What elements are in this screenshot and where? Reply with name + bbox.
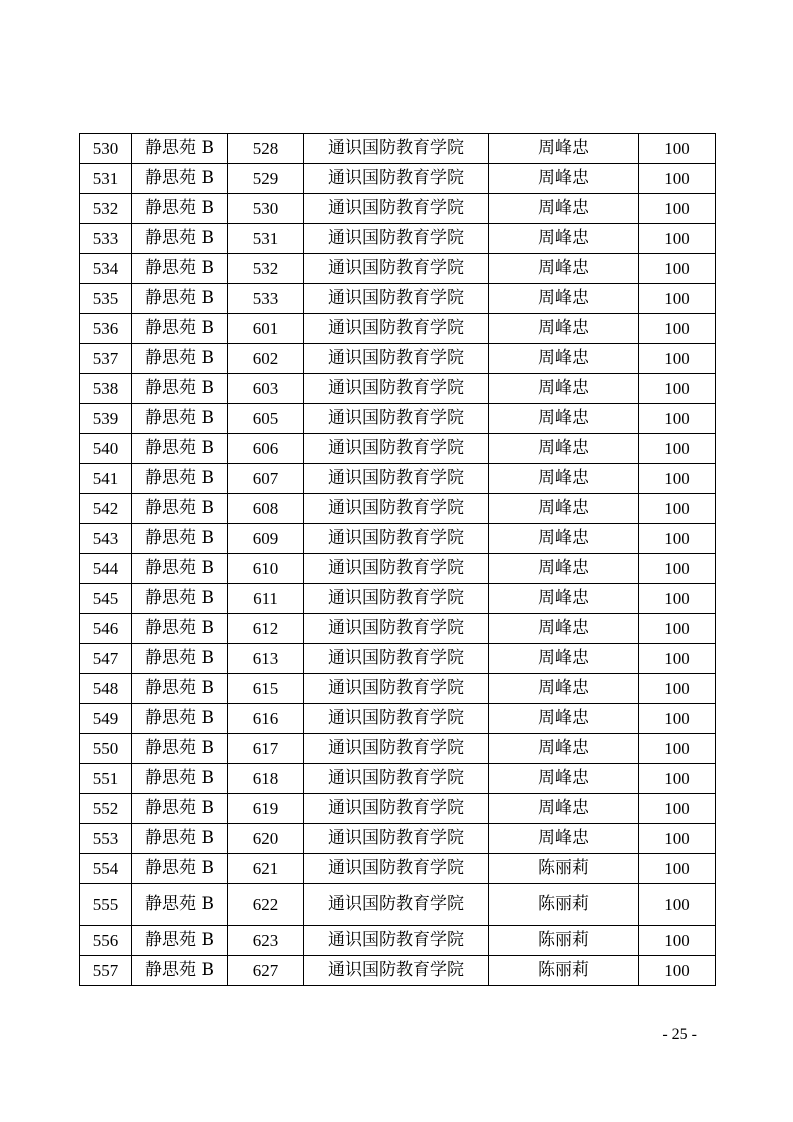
- room-number-cell: 532: [228, 254, 304, 284]
- counselor-cell: 周峰忠: [489, 224, 639, 254]
- table-row: [80, 314, 716, 344]
- building-cell: 静思苑 B: [132, 854, 228, 884]
- score-cell: 100: [639, 884, 716, 926]
- college-cell: 通识国防教育学院: [304, 674, 489, 704]
- counselor-cell: 周峰忠: [489, 374, 639, 404]
- score-cell: 100: [639, 344, 716, 374]
- score-cell: 100: [639, 374, 716, 404]
- counselor-cell: 周峰忠: [489, 644, 639, 674]
- table-row: [80, 734, 716, 764]
- table-row: [80, 464, 716, 494]
- room-number-cell: 607: [228, 464, 304, 494]
- table-row: [80, 956, 716, 986]
- score-cell: 100: [639, 404, 716, 434]
- building-cell: 静思苑 B: [132, 584, 228, 614]
- counselor-cell: 周峰忠: [489, 764, 639, 794]
- room-number-cell: 623: [228, 926, 304, 956]
- table-row: [80, 254, 716, 284]
- college-cell: 通识国防教育学院: [304, 926, 489, 956]
- table-row: [80, 284, 716, 314]
- counselor-cell: 陈丽莉: [489, 884, 639, 926]
- table-row: [80, 344, 716, 374]
- roster-table-body: [80, 134, 716, 986]
- score-cell: 100: [639, 956, 716, 986]
- counselor-cell: 周峰忠: [489, 494, 639, 524]
- counselor-cell: 周峰忠: [489, 344, 639, 374]
- college-cell: 通识国防教育学院: [304, 764, 489, 794]
- counselor-cell: 周峰忠: [489, 284, 639, 314]
- room-number-cell: 533: [228, 284, 304, 314]
- score-cell: 100: [639, 254, 716, 284]
- score-cell: 100: [639, 134, 716, 164]
- table-row: [80, 404, 716, 434]
- score-cell: 100: [639, 524, 716, 554]
- room-number-cell: 602: [228, 344, 304, 374]
- row-index-cell: 557: [80, 956, 132, 986]
- building-cell: 静思苑 B: [132, 674, 228, 704]
- table-row: [80, 494, 716, 524]
- room-number-cell: 609: [228, 524, 304, 554]
- score-cell: 100: [639, 164, 716, 194]
- table-row: [80, 554, 716, 584]
- row-index-cell: 533: [80, 224, 132, 254]
- building-cell: 静思苑 B: [132, 344, 228, 374]
- college-cell: 通识国防教育学院: [304, 614, 489, 644]
- score-cell: 100: [639, 704, 716, 734]
- counselor-cell: 周峰忠: [489, 584, 639, 614]
- counselor-cell: 周峰忠: [489, 524, 639, 554]
- row-index-cell: 544: [80, 554, 132, 584]
- row-index-cell: 555: [80, 884, 132, 926]
- room-number-cell: 613: [228, 644, 304, 674]
- score-cell: 100: [639, 794, 716, 824]
- building-cell: 静思苑 B: [132, 956, 228, 986]
- score-cell: 100: [639, 284, 716, 314]
- row-index-cell: 536: [80, 314, 132, 344]
- score-cell: 100: [639, 584, 716, 614]
- building-cell: 静思苑 B: [132, 134, 228, 164]
- page-number: - 25 -: [662, 1026, 697, 1043]
- counselor-cell: 周峰忠: [489, 134, 639, 164]
- counselor-cell: 周峰忠: [489, 824, 639, 854]
- building-cell: 静思苑 B: [132, 254, 228, 284]
- score-cell: 100: [639, 314, 716, 344]
- building-cell: 静思苑 B: [132, 734, 228, 764]
- counselor-cell: 陈丽莉: [489, 854, 639, 884]
- college-cell: 通识国防教育学院: [304, 434, 489, 464]
- score-cell: 100: [639, 554, 716, 584]
- table-row: [80, 524, 716, 554]
- college-cell: 通识国防教育学院: [304, 344, 489, 374]
- counselor-cell: 周峰忠: [489, 794, 639, 824]
- table-row: [80, 884, 716, 926]
- room-number-cell: 530: [228, 194, 304, 224]
- college-cell: 通识国防教育学院: [304, 404, 489, 434]
- room-number-cell: 606: [228, 434, 304, 464]
- room-number-cell: 622: [228, 884, 304, 926]
- college-cell: 通识国防教育学院: [304, 464, 489, 494]
- table-row: [80, 614, 716, 644]
- counselor-cell: 周峰忠: [489, 194, 639, 224]
- counselor-cell: 周峰忠: [489, 554, 639, 584]
- building-cell: 静思苑 B: [132, 524, 228, 554]
- row-index-cell: 542: [80, 494, 132, 524]
- college-cell: 通识国防教育学院: [304, 584, 489, 614]
- table-row: [80, 434, 716, 464]
- roster-table: [79, 133, 716, 986]
- counselor-cell: 周峰忠: [489, 464, 639, 494]
- counselor-cell: 周峰忠: [489, 614, 639, 644]
- room-number-cell: 612: [228, 614, 304, 644]
- row-index-cell: 541: [80, 464, 132, 494]
- score-cell: 100: [639, 734, 716, 764]
- building-cell: 静思苑 B: [132, 614, 228, 644]
- room-number-cell: 618: [228, 764, 304, 794]
- score-cell: 100: [639, 644, 716, 674]
- building-cell: 静思苑 B: [132, 764, 228, 794]
- counselor-cell: 周峰忠: [489, 434, 639, 464]
- score-cell: 100: [639, 494, 716, 524]
- row-index-cell: 549: [80, 704, 132, 734]
- score-cell: 100: [639, 464, 716, 494]
- college-cell: 通识国防教育学院: [304, 374, 489, 404]
- college-cell: 通识国防教育学院: [304, 494, 489, 524]
- building-cell: 静思苑 B: [132, 284, 228, 314]
- room-number-cell: 627: [228, 956, 304, 986]
- building-cell: 静思苑 B: [132, 494, 228, 524]
- row-index-cell: 556: [80, 926, 132, 956]
- row-index-cell: 530: [80, 134, 132, 164]
- counselor-cell: 周峰忠: [489, 734, 639, 764]
- college-cell: 通识国防教育学院: [304, 854, 489, 884]
- college-cell: 通识国防教育学院: [304, 956, 489, 986]
- college-cell: 通识国防教育学院: [304, 314, 489, 344]
- row-index-cell: 547: [80, 644, 132, 674]
- building-cell: 静思苑 B: [132, 164, 228, 194]
- room-number-cell: 601: [228, 314, 304, 344]
- college-cell: 通识国防教育学院: [304, 884, 489, 926]
- counselor-cell: 周峰忠: [489, 404, 639, 434]
- score-cell: 100: [639, 854, 716, 884]
- college-cell: 通识国防教育学院: [304, 284, 489, 314]
- college-cell: 通识国防教育学院: [304, 254, 489, 284]
- college-cell: 通识国防教育学院: [304, 704, 489, 734]
- score-cell: 100: [639, 224, 716, 254]
- building-cell: 静思苑 B: [132, 314, 228, 344]
- score-cell: 100: [639, 824, 716, 854]
- table-row: [80, 224, 716, 254]
- room-number-cell: 603: [228, 374, 304, 404]
- row-index-cell: 539: [80, 404, 132, 434]
- room-number-cell: 617: [228, 734, 304, 764]
- college-cell: 通识国防教育学院: [304, 794, 489, 824]
- college-cell: 通识国防教育学院: [304, 134, 489, 164]
- building-cell: 静思苑 B: [132, 644, 228, 674]
- room-number-cell: 611: [228, 584, 304, 614]
- building-cell: 静思苑 B: [132, 704, 228, 734]
- room-number-cell: 619: [228, 794, 304, 824]
- row-index-cell: 545: [80, 584, 132, 614]
- row-index-cell: 551: [80, 764, 132, 794]
- row-index-cell: 532: [80, 194, 132, 224]
- room-number-cell: 605: [228, 404, 304, 434]
- building-cell: 静思苑 B: [132, 464, 228, 494]
- college-cell: 通识国防教育学院: [304, 734, 489, 764]
- building-cell: 静思苑 B: [132, 224, 228, 254]
- row-index-cell: 535: [80, 284, 132, 314]
- row-index-cell: 538: [80, 374, 132, 404]
- row-index-cell: 554: [80, 854, 132, 884]
- building-cell: 静思苑 B: [132, 374, 228, 404]
- college-cell: 通识国防教育学院: [304, 164, 489, 194]
- room-number-cell: 620: [228, 824, 304, 854]
- score-cell: 100: [639, 764, 716, 794]
- score-cell: 100: [639, 926, 716, 956]
- row-index-cell: 553: [80, 824, 132, 854]
- room-number-cell: 610: [228, 554, 304, 584]
- building-cell: 静思苑 B: [132, 554, 228, 584]
- score-cell: 100: [639, 434, 716, 464]
- building-cell: 静思苑 B: [132, 926, 228, 956]
- counselor-cell: 周峰忠: [489, 254, 639, 284]
- building-cell: 静思苑 B: [132, 404, 228, 434]
- room-number-cell: 616: [228, 704, 304, 734]
- building-cell: 静思苑 B: [132, 194, 228, 224]
- table-row: [80, 164, 716, 194]
- room-number-cell: 528: [228, 134, 304, 164]
- counselor-cell: 周峰忠: [489, 704, 639, 734]
- building-cell: 静思苑 B: [132, 884, 228, 926]
- score-cell: 100: [639, 614, 716, 644]
- building-cell: 静思苑 B: [132, 824, 228, 854]
- room-number-cell: 529: [228, 164, 304, 194]
- table-row: [80, 794, 716, 824]
- room-number-cell: 615: [228, 674, 304, 704]
- counselor-cell: 周峰忠: [489, 314, 639, 344]
- table-row: [80, 674, 716, 704]
- table-row: [80, 824, 716, 854]
- building-cell: 静思苑 B: [132, 794, 228, 824]
- row-index-cell: 550: [80, 734, 132, 764]
- table-row: [80, 584, 716, 614]
- table-row: [80, 134, 716, 164]
- college-cell: 通识国防教育学院: [304, 554, 489, 584]
- room-number-cell: 621: [228, 854, 304, 884]
- counselor-cell: 陈丽莉: [489, 926, 639, 956]
- room-number-cell: 531: [228, 224, 304, 254]
- score-cell: 100: [639, 194, 716, 224]
- counselor-cell: 周峰忠: [489, 674, 639, 704]
- college-cell: 通识国防教育学院: [304, 224, 489, 254]
- row-index-cell: 531: [80, 164, 132, 194]
- table-row: [80, 854, 716, 884]
- table-row: [80, 764, 716, 794]
- counselor-cell: 陈丽莉: [489, 956, 639, 986]
- counselor-cell: 周峰忠: [489, 164, 639, 194]
- row-index-cell: 552: [80, 794, 132, 824]
- row-index-cell: 540: [80, 434, 132, 464]
- row-index-cell: 534: [80, 254, 132, 284]
- table-row: [80, 926, 716, 956]
- room-number-cell: 608: [228, 494, 304, 524]
- college-cell: 通识国防教育学院: [304, 194, 489, 224]
- table-row: [80, 374, 716, 404]
- row-index-cell: 548: [80, 674, 132, 704]
- score-cell: 100: [639, 674, 716, 704]
- table-row: [80, 194, 716, 224]
- college-cell: 通识国防教育学院: [304, 644, 489, 674]
- table-row: [80, 704, 716, 734]
- college-cell: 通识国防教育学院: [304, 524, 489, 554]
- building-cell: 静思苑 B: [132, 434, 228, 464]
- college-cell: 通识国防教育学院: [304, 824, 489, 854]
- row-index-cell: 546: [80, 614, 132, 644]
- row-index-cell: 537: [80, 344, 132, 374]
- table-row: [80, 644, 716, 674]
- row-index-cell: 543: [80, 524, 132, 554]
